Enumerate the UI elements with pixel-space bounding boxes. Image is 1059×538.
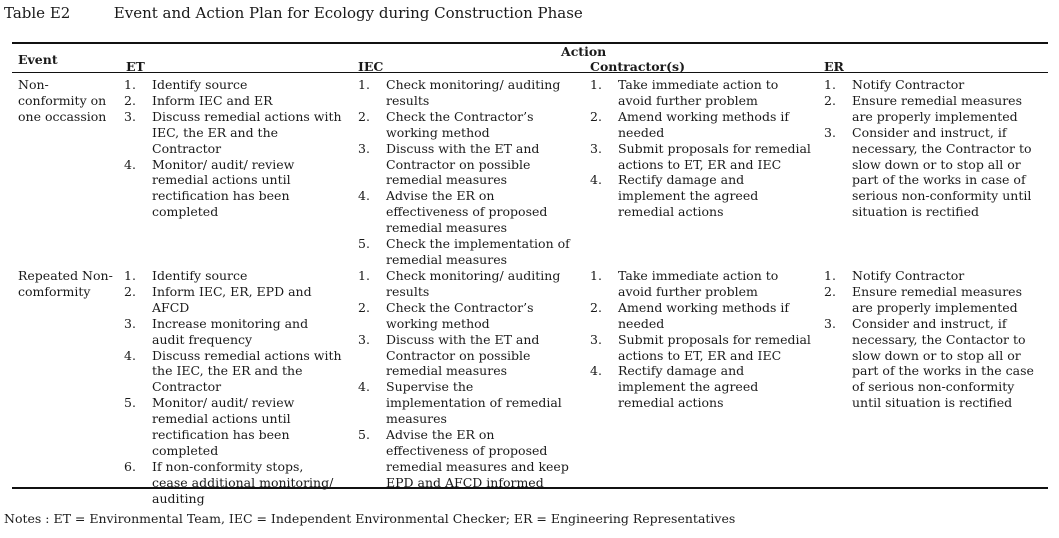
action-item-number: 2. [124,92,136,108]
action-item-text: Advise the ER on effectiveness of proposed remedial measures and keep EPD and AFCD informed [386,427,569,490]
action-item [358,236,576,268]
action-item [590,268,812,300]
action-item-text: Notify Contractor [852,268,965,283]
table-title: Event and Action Plan for Ecology during Construction Phase [113,4,583,22]
action-item-text: Advise the ER on effectiveness of proposed remedial measures [386,188,548,236]
action-item-text: Discuss remedial actions with IEC, the ER and the Contractor [152,108,342,156]
er-actions-row-2 [824,268,1044,411]
action-item-text: Rectify damage and implement the agreed remedial actions [618,172,759,220]
action-item-number: 3. [358,140,370,156]
action-item-text: Inform IEC and ER [152,92,273,108]
header-er: ER [824,59,844,74]
action-item [358,300,576,332]
header-rule [12,72,1048,73]
header-iec: IEC [358,59,384,74]
table-notes: Notes : ET = Environmental Team, IEC = Independent Environmental Checker; ER = Engineering Representatives [4,511,736,526]
action-item-text: Ensure remedial measures are properly implemented [852,283,1022,315]
action-item-text: Ensure remedial measures are properly implemented [852,92,1022,124]
action-item-text: Amend working methods if needed [618,108,789,140]
action-item [824,125,1044,220]
action-item-number: 3. [590,140,602,156]
action-item-number: 1. [124,77,136,92]
et-actions-row-1 [124,77,342,220]
action-item [124,268,342,284]
action-item [358,141,576,189]
action-item [590,172,812,220]
action-item-text: Inform IEC, ER, EPD and AFCD [152,283,312,315]
action-item-number: 6. [124,458,136,474]
action-item-text: Discuss with the ET and Contractor on possible remedial measures [386,331,540,379]
action-item-text: Identify source [152,77,248,92]
action-item [124,109,342,157]
action-item-text: Take immediate action to avoid further problem [618,268,779,299]
action-item-text: Check the Contractor’s working method [386,299,534,331]
action-item-number: 2. [358,108,370,124]
action-item [824,93,1044,125]
action-item-number: 1. [824,77,836,92]
action-item-text: Identify source [152,268,248,283]
action-item [358,379,576,427]
action-item-number: 3. [824,315,836,331]
action-item-text: Notify Contractor [852,77,965,92]
action-item-number: 2. [824,283,836,299]
action-item [124,459,342,507]
action-item [590,77,812,109]
action-item-text: Increase monitoring and audit frequency [152,315,309,347]
action-item-text: Supervise the implementation of remedial measures [386,379,562,427]
action-item-number: 5. [124,395,136,411]
action-item-number: 1. [358,268,370,283]
iec-actions-row-1 [358,77,576,268]
action-item-text: Check the Contractor’s working method [386,108,534,140]
action-item-number: 4. [590,363,602,379]
action-item-text: Monitor/ audit/ review remedial actions until rectification has been completed [152,156,295,220]
action-item [124,316,342,348]
action-item-number: 1. [590,77,602,92]
action-item [824,77,1044,93]
action-item-number: 3. [124,108,136,124]
action-item-number: 3. [824,124,836,140]
action-item-number: 1. [590,268,602,283]
action-item [590,363,812,411]
action-item-text: If non-conformity stops, cease additional monitoring/ auditing [152,458,334,506]
er-actions-row-1 [824,77,1044,220]
top-rule [12,42,1048,44]
action-item-number: 2. [590,108,602,124]
action-item-number: 4. [358,188,370,204]
action-item-number: 4. [358,379,370,395]
action-item [124,284,342,316]
action-item [358,332,576,380]
action-item [824,268,1044,284]
action-item-number: 4. [124,156,136,172]
action-item-text: Monitor/ audit/ review remedial actions until rectification has been completed [152,395,295,458]
action-item-text: Consider and instruct, if necessary, the Contactor to slow down or to stop all or part of the works in the case of serious non-conformity until situation is rectified [852,315,1034,411]
action-item-text: Discuss remedial actions with the IEC, the ER and the Contractor [152,347,342,395]
header-event: Event [18,52,58,67]
action-item [590,300,812,332]
action-item [358,268,576,300]
table-caption [4,4,583,22]
action-item [124,395,342,459]
action-item-number: 2. [824,92,836,108]
action-item-text: Discuss with the ET and Contractor on possible remedial measures [386,140,540,188]
contractor-actions-row-1 [590,77,812,220]
event-row-2: Repeated Non- comformity [18,268,113,299]
action-item [358,109,576,141]
action-item-number: 2. [590,299,602,315]
contractor-actions-row-2 [590,268,812,411]
action-item-number: 1. [358,77,370,92]
action-item-text: Check the implementation of remedial measures [386,236,570,267]
action-item-text: Take immediate action to avoid further problem [618,77,779,108]
action-item [824,284,1044,316]
action-item-number: 2. [124,283,136,299]
action-item-text: Amend working methods if needed [618,299,789,331]
action-item [590,109,812,141]
action-item-text: Check monitoring/ auditing results [386,268,561,299]
action-item [124,77,342,93]
iec-actions-row-2 [358,268,576,491]
action-item-number: 3. [358,331,370,347]
action-item [358,188,576,236]
action-item [590,141,812,173]
action-item-text: Submit proposals for remedial actions to ET, ER and IEC [618,331,811,363]
action-item [124,93,342,109]
action-item-number: 5. [358,427,370,443]
event-row-1: Non- conformity on one occassion [18,77,107,124]
action-item-number: 3. [590,331,602,347]
action-item [590,332,812,364]
action-item [358,77,576,109]
action-item-text: Consider and instruct, if necessary, the Contractor to slow down or to stop all or part of the works in case of serious non-conformity until situation is rectified [852,124,1032,220]
action-item-number: 4. [590,172,602,188]
action-item-number: 3. [124,315,136,331]
action-item-text: Check monitoring/ auditing results [386,77,561,108]
action-item [124,348,342,396]
action-item-number: 1. [824,268,836,283]
header-contractor: Contractor(s) [590,59,686,74]
action-item [358,427,576,491]
header-action: Action [561,44,607,59]
action-item [824,316,1044,411]
action-item-number: 2. [358,299,370,315]
action-item-number: 1. [124,268,136,283]
action-item [124,157,342,221]
et-actions-row-2 [124,268,342,507]
table-number: Table E2 [4,4,71,22]
header-et: ET [126,59,145,74]
action-item-number: 4. [124,347,136,363]
action-item-number: 5. [358,236,370,252]
action-item-text: Rectify damage and implement the agreed remedial actions [618,363,759,411]
action-item-text: Submit proposals for remedial actions to ET, ER and IEC [618,140,811,172]
